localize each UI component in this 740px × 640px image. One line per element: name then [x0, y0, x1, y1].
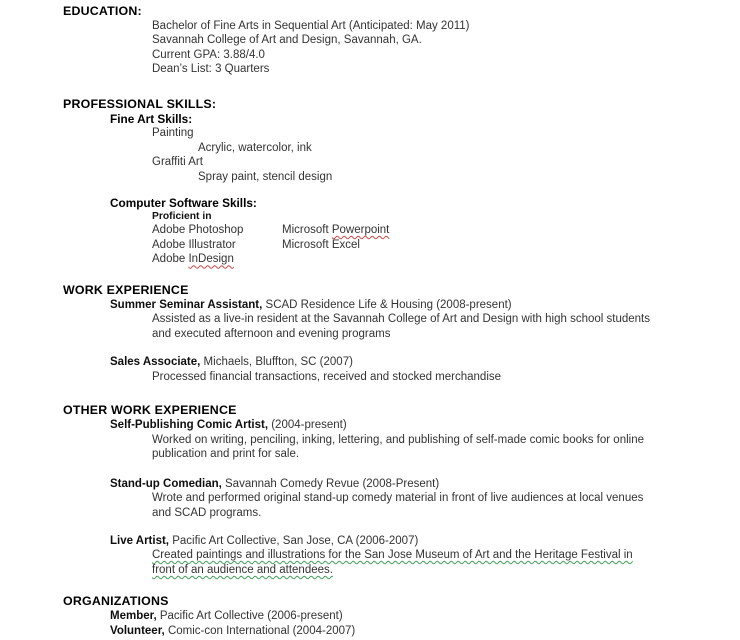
grammar-flagged-text: front of an audience and attendees. — [152, 563, 333, 576]
skill-graffiti-detail: Spray paint, stencil design — [198, 170, 333, 183]
job-title: Live Artist, — [110, 534, 170, 547]
software-intro: Proficient in — [152, 211, 212, 223]
skill-graffiti: Graffiti Art — [152, 156, 203, 169]
professional-skills-heading: PROFESSIONAL SKILLS: — [63, 96, 217, 111]
organization-item-member — [0, 609, 740, 624]
job-description-line: and executed afternoon and evening programs — [152, 327, 391, 340]
organization-role: Volunteer, — [110, 624, 165, 637]
job-description-line-grammar-flagged — [0, 563, 740, 578]
software-indesign-flagged-word: InDesign — [188, 253, 234, 266]
job-title: Sales Associate, — [110, 356, 201, 369]
job-title-line-sales-associate — [0, 355, 740, 370]
job-description-line: Processed financial transactions, received and stocked merchandise — [152, 370, 502, 383]
job-description-line: Wrote and performed original stand-up comedy material in front of live audiences at local venues — [152, 492, 644, 505]
organization-item-volunteer — [0, 624, 740, 639]
job-details: Savannah Comedy Revue (2008-Present) — [221, 477, 440, 490]
job-description-line: Worked on writing, penciling, inking, lettering, and publishing of self-made comic books for online — [152, 433, 644, 446]
job-details: Pacific Art Collective, San Jose, CA (2006-2007) — [169, 534, 419, 547]
software-powerpoint-flagged-word: Powerpoint — [331, 224, 390, 237]
work-experience-heading: WORK EXPERIENCE — [63, 282, 189, 297]
education-gpa: Current GPA: 3.88/4.0 — [152, 48, 265, 61]
organization-details: Pacific Art Collective (2006-present) — [156, 610, 343, 622]
job-details: Michaels, Bluffton, SC (2007) — [200, 356, 353, 369]
software-photoshop: Adobe Photoshop — [152, 224, 244, 237]
job-description-line-grammar-flagged — [0, 548, 740, 563]
software-indesign — [152, 253, 234, 265]
job-details: SCAD Residence Life & Housing (2008-present) — [262, 298, 512, 311]
education-deans-list: Dean’s List: 3 Quarters — [152, 63, 270, 76]
software-indesign-prefix: Adobe — [152, 253, 189, 266]
job-description-line: publication and print for sale. — [152, 448, 300, 461]
job-title: Summer Seminar Assistant, — [110, 298, 263, 311]
job-title: Self-Publishing Comic Artist, — [110, 419, 269, 432]
education-heading: EDUCATION: — [63, 4, 142, 18]
organization-details: Comic-con International (2004-2007) — [164, 624, 356, 637]
fine-art-skills-heading: Fine Art Skills: — [110, 111, 193, 126]
other-work-experience-heading: OTHER WORK EXPERIENCE — [63, 403, 237, 418]
software-row-2 — [0, 238, 740, 253]
job-description-line: Assisted as a live-in resident at the Savannah College of Art and Design with high school students — [152, 313, 650, 326]
education-degree: Bachelor of Fine Arts in Sequential Art (Anticipated: May 2011) — [152, 19, 470, 32]
grammar-flagged-text: Created paintings and illustrations for the San Jose Museum of Art and the Heritage Festival in — [152, 549, 633, 562]
education-school: Savannah College of Art and Design, Savannah, GA. — [152, 34, 422, 47]
job-title-line-comic-artist — [0, 418, 740, 433]
software-excel: Microsoft Excel — [282, 238, 360, 251]
skill-painting-detail: Acrylic, watercolor, ink — [198, 141, 312, 154]
organization-role: Member, — [110, 610, 157, 622]
job-description-line: and SCAD programs. — [152, 507, 262, 520]
software-powerpoint-prefix: Microsoft — [282, 224, 332, 237]
job-title-line-comedian — [0, 477, 740, 492]
job-title-line-summer-seminar — [0, 298, 740, 313]
software-row-3 — [0, 252, 740, 267]
job-details: (2004-present) — [268, 419, 347, 432]
job-title: Stand-up Comedian, — [110, 477, 222, 490]
software-illustrator: Adobe Illustrator — [152, 238, 236, 251]
skill-painting: Painting — [152, 127, 194, 140]
software-row-1 — [0, 223, 740, 238]
computer-software-skills-heading: Computer Software Skills: — [110, 195, 257, 210]
organizations-heading: ORGANIZATIONS — [63, 594, 169, 609]
software-powerpoint — [282, 224, 389, 236]
job-title-line-live-artist — [0, 534, 740, 549]
